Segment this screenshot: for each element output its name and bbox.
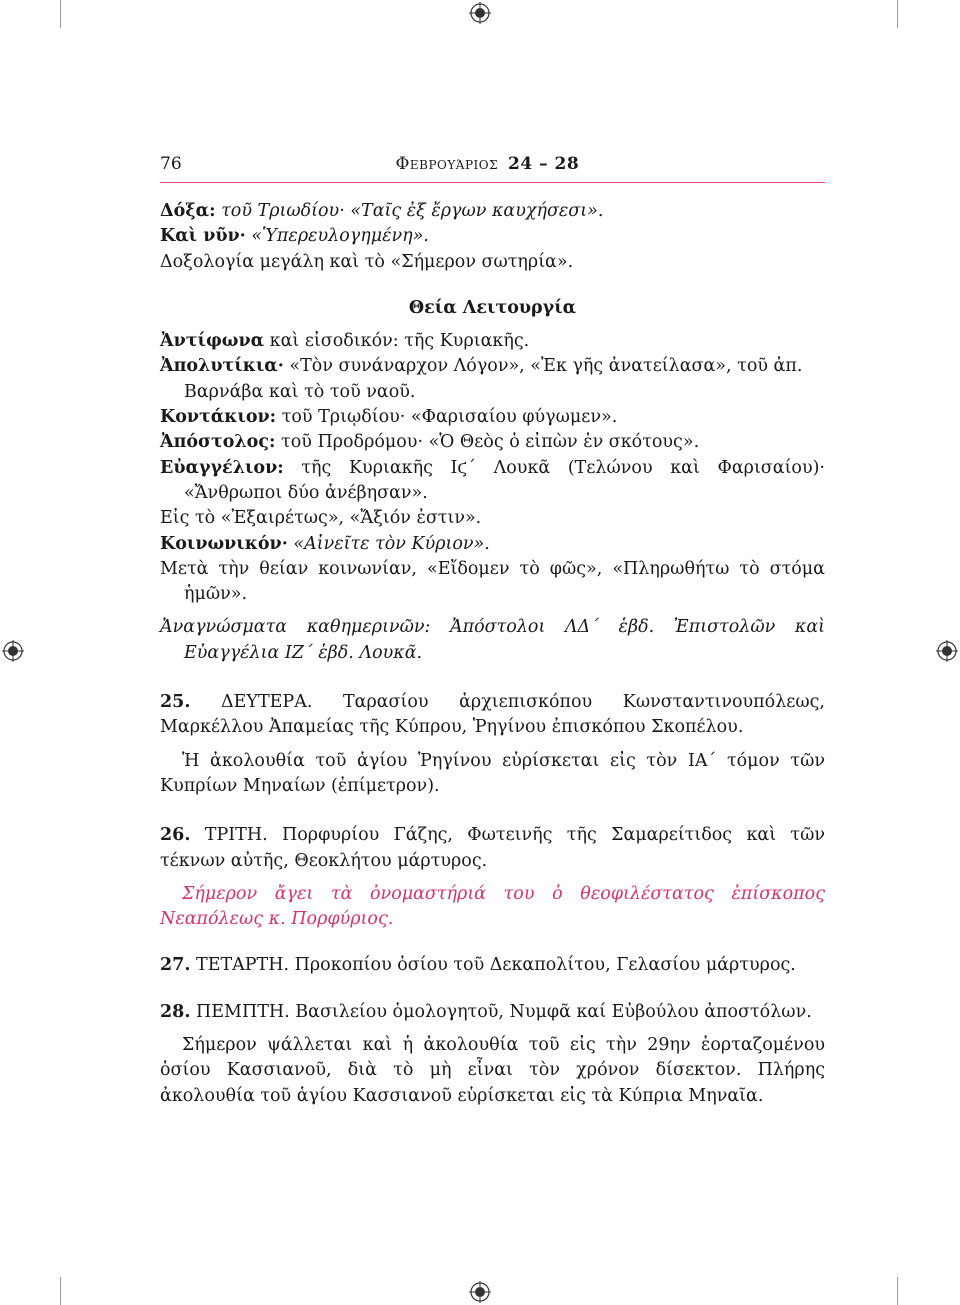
eis-to-line: Εἰς τὸ «Ἐξαιρέτως», «Ἄξιόν ἐστιν». xyxy=(160,508,482,529)
header-month: Φεβρουάριος xyxy=(395,154,499,174)
doxa-label: Δόξα: xyxy=(160,201,216,221)
header-title xyxy=(182,152,793,177)
page-number: 76 xyxy=(160,154,182,174)
antifona-label: Ἀντίφωνα xyxy=(160,331,265,352)
apostolos-text: τοῦ Προδρόμου· «Ὁ Θεὸς ὁ εἰπὼν ἐν σκότους». xyxy=(275,432,700,453)
registration-mark-icon xyxy=(469,1281,491,1303)
day-28-entry xyxy=(160,1000,825,1025)
kontakion-line xyxy=(160,405,825,430)
doxa-line xyxy=(160,199,825,224)
day-28-text: ΠΕΜΠΤΗ. Βασιλείου ὁμολογητοῦ, Νυμφᾶ καί Εὐβούλου ἀποστόλων. xyxy=(190,1001,812,1022)
koinonikon-text: «Αἰνεῖτε τὸν Κύριον». xyxy=(287,533,490,554)
registration-mark-icon xyxy=(2,640,24,662)
evangelion-line xyxy=(160,456,825,507)
koinonikon-label: Κοινωνικόν· xyxy=(160,533,288,554)
apostolos-label: Ἀπόστολος: xyxy=(160,432,276,453)
registration-mark-icon xyxy=(469,2,491,24)
day-25-note: Ἡ ἀκολουθία τοῦ ἁγίου Ῥηγίνου εὑρίσκεται εἰς τὸν ΙΑ΄ τόμον τῶν Κυπρίων Μηναίων (ἐπίμετρον). xyxy=(160,750,825,796)
liturgy-heading-text: Θεία Λειτουργία xyxy=(408,297,577,318)
kontakion-label: Κοντάκιον: xyxy=(160,407,277,428)
running-header xyxy=(160,152,825,183)
header-date-range: 24 – 28 xyxy=(508,154,580,174)
kai-nyn-line xyxy=(160,224,825,249)
trim-mark xyxy=(897,0,898,28)
koinonikon-line xyxy=(160,532,825,557)
day-26-number: 26. xyxy=(160,825,191,846)
trim-mark xyxy=(60,1277,61,1305)
kontakion-text: τοῦ Τριῳδίου· «Φαρισαίου φύγωμεν». xyxy=(276,407,618,428)
apolytikia-text: «Τὸν συνάναρχον Λόγον», «Ἐκ γῆς ἀνατείλασα», τοῦ ἀπ. Βαρνάβα καὶ τὸ τοῦ ναοῦ. xyxy=(184,356,803,402)
trim-mark xyxy=(60,0,61,28)
anagnosmata-text: Ἀναγνώσματα καθημερινῶν: Ἀπόστολοι ΛΔ΄ ἑβδ. Ἐπιστολῶν καὶ Εὐαγγέλια ΙΖ΄ ἑβδ. Λουκᾶ. xyxy=(160,617,825,663)
page-body xyxy=(160,152,825,1109)
liturgy-heading xyxy=(160,296,825,321)
meta-line: Μετὰ τὴν θείαν κοινωνίαν, «Εἴδομεν τὸ φῶς», «Πληρωθήτω τὸ στόμα ἡμῶν». xyxy=(160,558,825,605)
kai-nyn-label: Καὶ νῦν· xyxy=(160,226,246,247)
trim-mark xyxy=(897,1277,898,1305)
antifona-text: καὶ εἰσοδικόν: τῆς Κυριακῆς. xyxy=(264,331,530,352)
doxologia-line: Δοξολογία μεγάλη καὶ τὸ «Σήμερον σωτηρία». xyxy=(160,251,574,272)
day-28-note: Σήμερον ψάλλεται καὶ ἡ ἀκολουθία τοῦ εἰς τὴν 29ην ἑορταζομένου ὁσίου Κασσιανοῦ, διὰ τὸ μὴ εἶναι τὸν χρόνον δίσεκτον. Πλήρης ἀκολουθία τοῦ ἁγίου Κασσιανοῦ εὑρίσκεται εἰς τὰ Κύπρια Μηναῖα. xyxy=(160,1035,825,1106)
day-25-number: 25. xyxy=(160,692,191,713)
day-28-number: 28. xyxy=(160,1001,191,1022)
day-27-text: ΤΕΤΑΡΤΗ. Προκοπίου ὁσίου τοῦ Δεκαπολίτου, Γελασίου μάρτυρος. xyxy=(190,955,796,976)
kai-nyn-text: «Ὑπερευλογημένη». xyxy=(245,226,429,247)
apostolos-line xyxy=(160,430,825,455)
evangelion-text: τῆς Κυριακῆς Ιϛ΄ Λουκᾶ (Τελώνου καὶ Φαρισαίου)· «Ἄνθρωποι δύο ἀνέβησαν». xyxy=(184,457,825,503)
day-25-entry xyxy=(160,690,825,741)
apolytikia-line xyxy=(160,354,825,405)
antifona-line xyxy=(160,329,825,354)
day-27-number: 27. xyxy=(160,955,191,976)
day-26-entry xyxy=(160,823,825,874)
day-26-note: Σήμερον ἄγει τὰ ὀνομαστήριά του ὁ θεοφιλέστατος ἐπίσκοπος Νεαπόλεως κ. Πορφύριος. xyxy=(160,883,825,930)
day-25-text: ΔΕΥΤΕΡΑ. Ταρασίου ἀρχιεπισκόπου Κωνσταντινουπόλεως, Μαρκέλλου Ἀπαμείας τῆς Κύπρου, Ῥηγίνου ἐπισκόπου Σκοπέλου. xyxy=(160,692,825,738)
apolytikia-label: Ἀπολυτίκια· xyxy=(160,356,284,377)
evangelion-label: Εὐαγγέλιον: xyxy=(160,457,284,478)
registration-mark-icon xyxy=(936,640,958,662)
anagnosmata-line xyxy=(160,615,825,666)
day-27-entry xyxy=(160,953,825,978)
doxa-text: τοῦ Τριωδίου· «Ταῖς ἐξ ἔργων καυχήσεσι». xyxy=(215,201,604,221)
day-26-text: ΤΡΙΤΗ. Πορφυρίου Γάζης, Φωτεινῆς τῆς Σαμαρείτιδος καὶ τῶν τέκνων αὐτῆς, Θεοκλήτου μάρτυρος. xyxy=(160,825,825,871)
